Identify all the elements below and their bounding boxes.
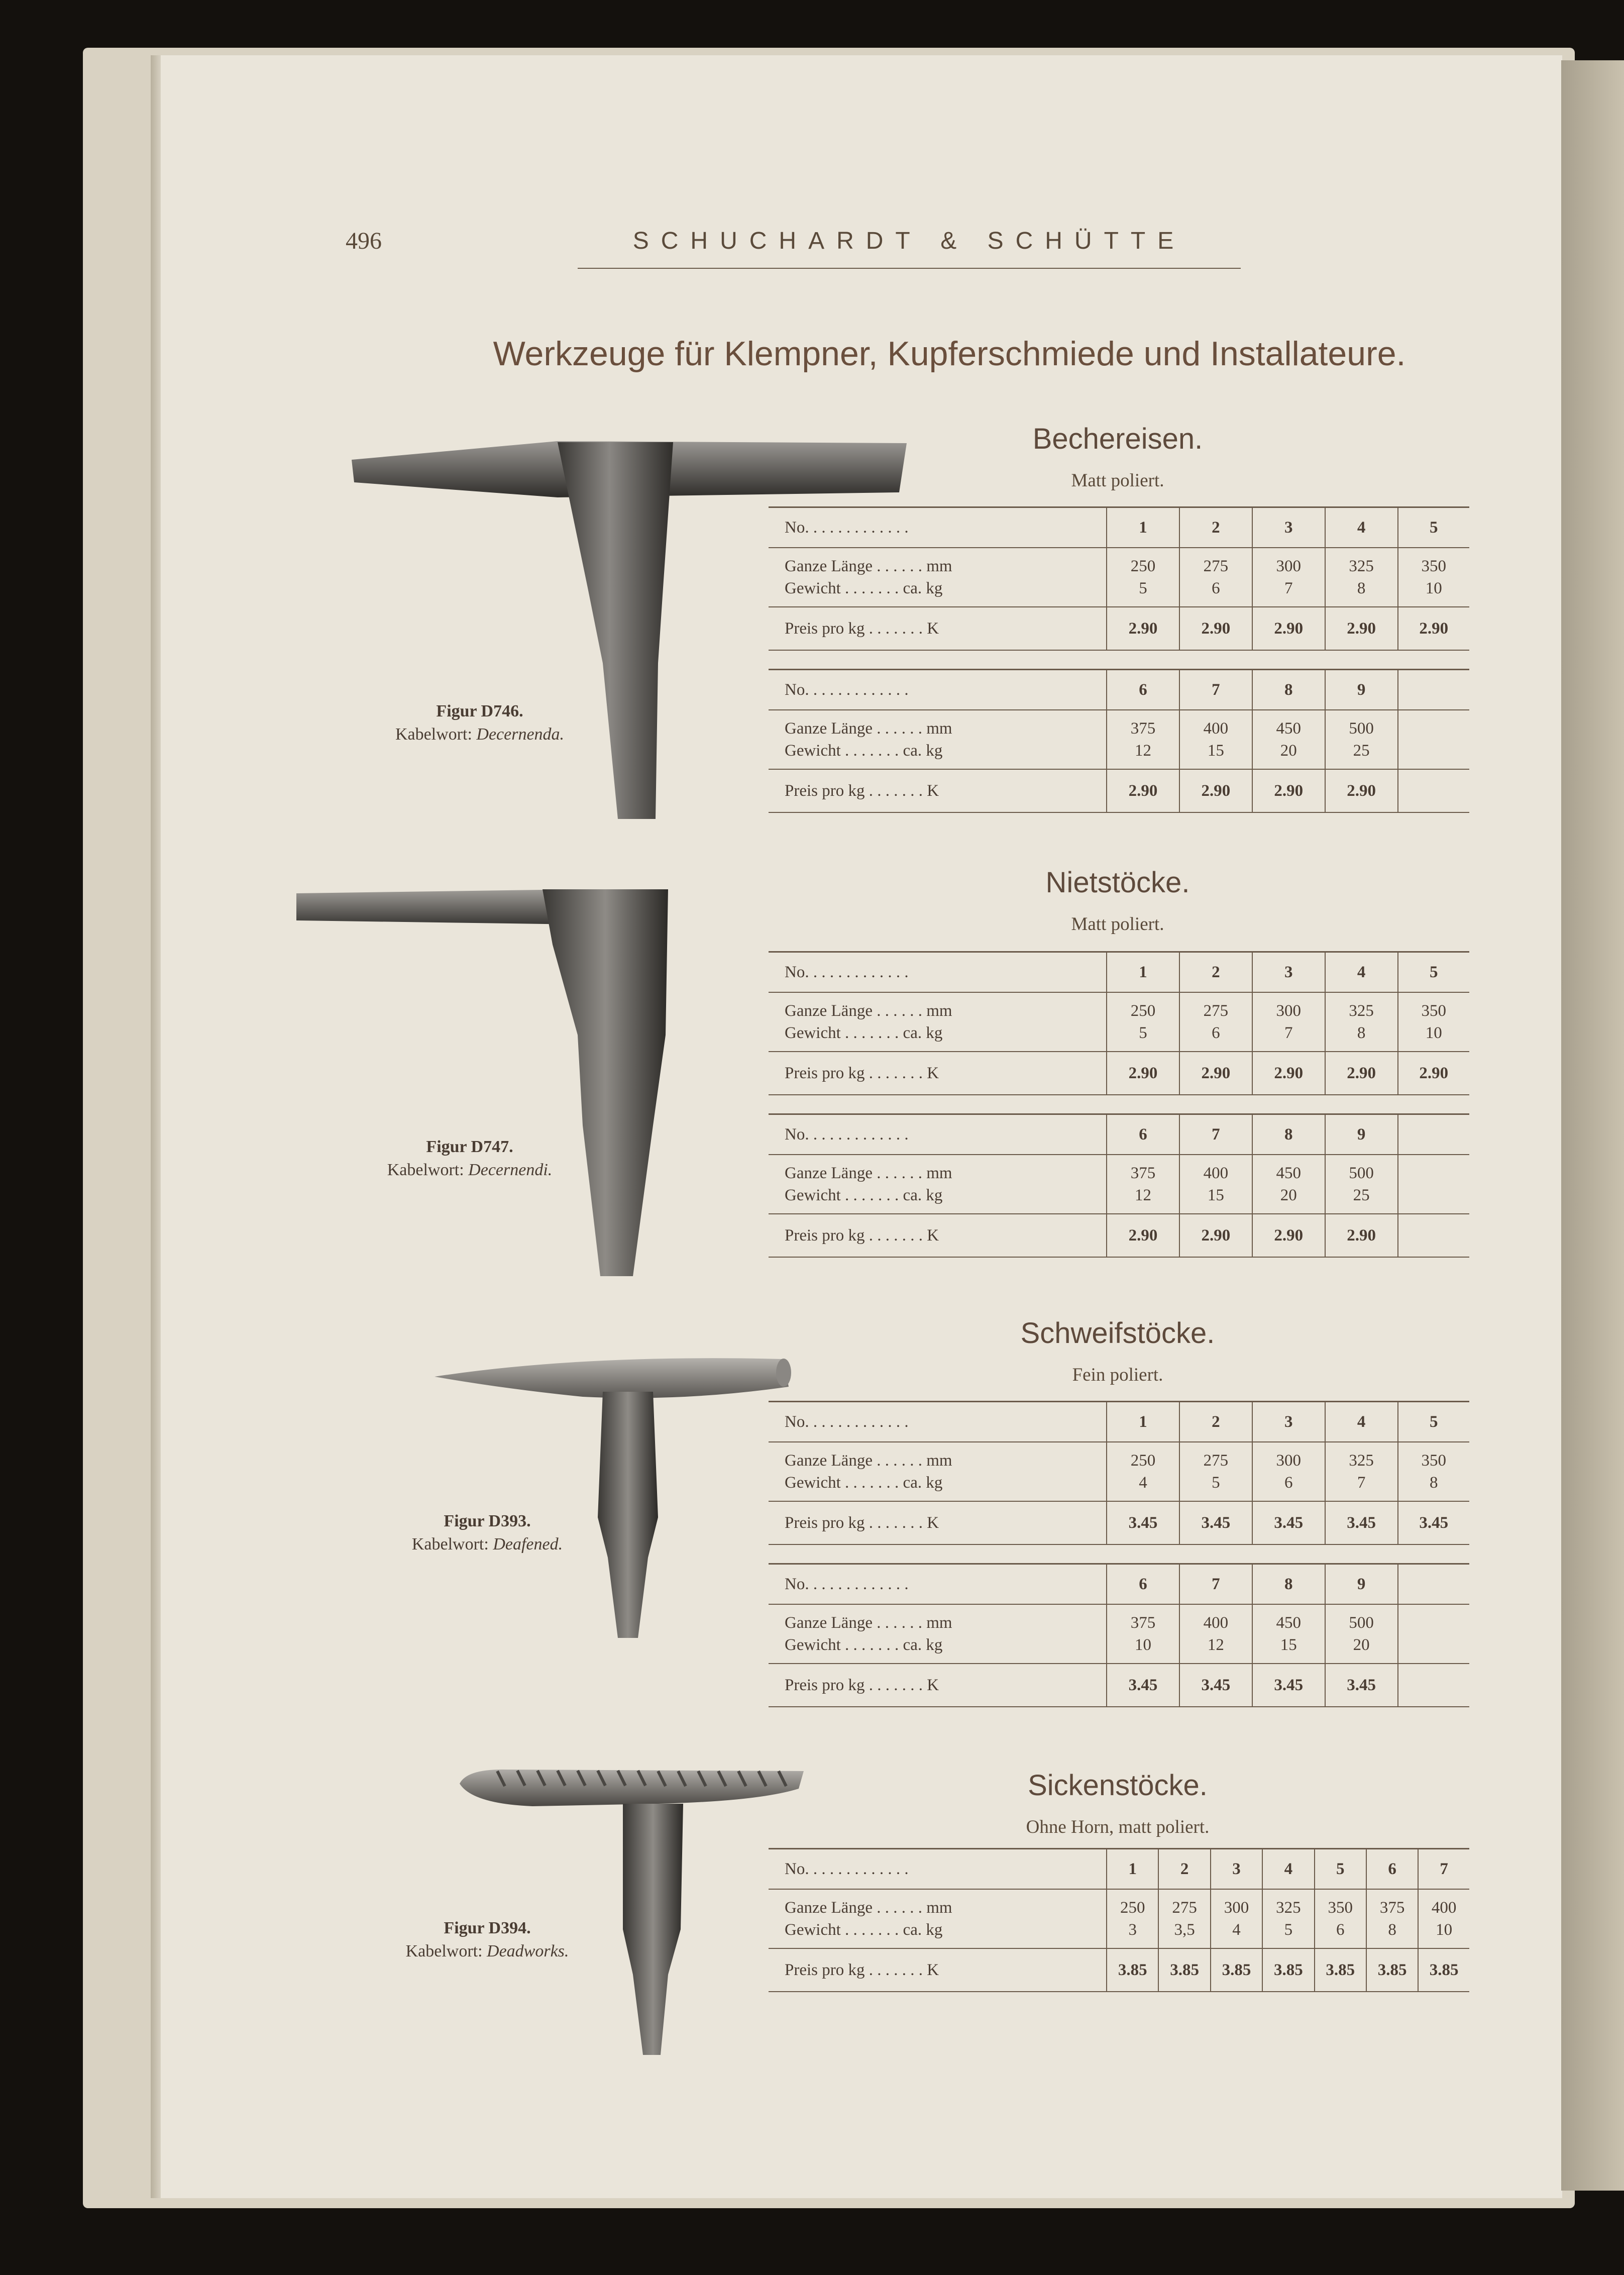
size-number: 6 [1366, 1849, 1418, 1890]
row-label: No. . . . . . . . . . . . . [769, 1564, 1107, 1605]
price-value: 3.85 [1315, 1948, 1366, 1992]
size-number: 7 [1418, 1849, 1469, 1890]
dimension-cell [1179, 1604, 1252, 1664]
gewicht-value: 12 [1134, 1186, 1151, 1204]
dimension-cell [1179, 992, 1252, 1052]
dimension-cell [1107, 1442, 1179, 1501]
size-number: 5 [1398, 1402, 1470, 1442]
size-number: 1 [1107, 952, 1179, 993]
price-value: 2.90 [1325, 607, 1398, 650]
price-value: 2.90 [1107, 1214, 1179, 1257]
size-number: 8 [1252, 1114, 1325, 1155]
laenge-value: 350 [1421, 1452, 1446, 1470]
row-label: No. . . . . . . . . . . . . [769, 952, 1107, 993]
laenge-value: 350 [1328, 1899, 1353, 1917]
price-value [1398, 769, 1470, 812]
price-value: 2.90 [1325, 769, 1398, 812]
price-row [769, 1214, 1469, 1257]
section-subtitle-nietstoecke: Matt poliert. [1071, 914, 1164, 935]
size-number: 1 [1107, 1402, 1179, 1442]
price-row [769, 1664, 1469, 1707]
spec-table-schweifstoecke [769, 1401, 1469, 1707]
size-number: 8 [1252, 1564, 1325, 1605]
gewicht-value: 6 [1284, 1474, 1293, 1492]
laenge-label: Ganze Länge . . . . . . mm [785, 719, 952, 738]
gewicht-value: 6 [1336, 1921, 1345, 1939]
page-number: 496 [346, 228, 382, 254]
size-number: 8 [1252, 670, 1325, 710]
size-number: 7 [1179, 1114, 1252, 1155]
dimension-cell [1107, 1604, 1179, 1664]
price-value [1398, 1664, 1470, 1707]
gewicht-value: 7 [1357, 1474, 1366, 1492]
price-value: 3.45 [1179, 1664, 1252, 1707]
laenge-value: 325 [1349, 1452, 1374, 1470]
row-label [769, 548, 1107, 607]
size-number-row [769, 507, 1469, 548]
laenge-value: 375 [1130, 1614, 1156, 1632]
dimension-row [769, 1604, 1469, 1664]
dimension-cell [1179, 1442, 1252, 1501]
price-value: 3.85 [1211, 1948, 1262, 1992]
price-row [769, 607, 1469, 650]
size-number [1398, 670, 1470, 710]
laenge-value: 350 [1421, 557, 1446, 575]
row-label: No. . . . . . . . . . . . . [769, 670, 1107, 710]
gewicht-value: 15 [1207, 1186, 1224, 1204]
laenge-value: 300 [1224, 1899, 1249, 1917]
size-number: 6 [1107, 1564, 1179, 1605]
size-number: 3 [1252, 507, 1325, 548]
dimension-cell [1398, 710, 1470, 769]
nietstock-illustration [291, 884, 673, 1281]
laenge-value: 400 [1431, 1899, 1457, 1917]
size-number-row [769, 1402, 1469, 1442]
dimension-cell [1252, 1155, 1325, 1214]
laenge-value: 275 [1172, 1899, 1197, 1917]
gewicht-value: 7 [1284, 1024, 1293, 1042]
gewicht-value: 10 [1425, 1024, 1442, 1042]
figure-label: Figur D746. [436, 702, 523, 720]
dimension-cell [1366, 1889, 1418, 1948]
row-label [769, 992, 1107, 1052]
dimension-cell [1107, 1889, 1158, 1948]
size-number [1398, 1114, 1470, 1155]
section-subtitle-schweifstoecke: Fein poliert. [1072, 1365, 1163, 1385]
header-rule [578, 268, 1241, 269]
gewicht-value: 4 [1232, 1921, 1241, 1939]
gewicht-label: Gewicht . . . . . . . ca. kg [785, 1024, 943, 1042]
laenge-value: 275 [1203, 1002, 1229, 1020]
size-number: 2 [1179, 507, 1252, 548]
kabelwort-label: Kabelwort: [387, 1161, 464, 1179]
laenge-value: 375 [1130, 1164, 1156, 1182]
dimension-cell [1315, 1889, 1366, 1948]
dimension-cell [1252, 710, 1325, 769]
laenge-value: 500 [1349, 1614, 1374, 1632]
gewicht-label: Gewicht . . . . . . . ca. kg [785, 1636, 943, 1654]
size-number: 7 [1179, 1564, 1252, 1605]
row-label: No. . . . . . . . . . . . . [769, 1402, 1107, 1442]
gewicht-value: 25 [1353, 742, 1370, 760]
laenge-value: 500 [1349, 719, 1374, 738]
size-number-row [769, 1114, 1469, 1155]
kabelwort: Deafened. [493, 1535, 563, 1554]
gewicht-value: 12 [1207, 1636, 1224, 1654]
price-row [769, 1052, 1469, 1095]
kabelwort: Deadworks. [487, 1942, 569, 1960]
figure-caption-d746 [372, 700, 588, 746]
row-label: Preis pro kg . . . . . . . K [769, 1052, 1107, 1095]
gewicht-value: 20 [1353, 1636, 1370, 1654]
dimension-cell [1398, 1442, 1470, 1501]
price-value: 2.90 [1398, 607, 1470, 650]
dimension-row [769, 1155, 1469, 1214]
price-value: 3.45 [1252, 1664, 1325, 1707]
price-value: 3.85 [1158, 1948, 1210, 1992]
size-number: 3 [1252, 952, 1325, 993]
dimension-cell [1325, 992, 1398, 1052]
gewicht-value: 6 [1212, 579, 1220, 597]
price-value: 3.45 [1398, 1501, 1470, 1544]
figure-label: Figur D747. [426, 1138, 513, 1156]
size-number: 4 [1262, 1849, 1314, 1890]
price-value: 3.45 [1325, 1501, 1398, 1544]
price-value: 2.90 [1252, 1052, 1325, 1095]
price-value: 2.90 [1398, 1052, 1470, 1095]
dimension-cell [1398, 548, 1470, 607]
gewicht-value: 5 [1284, 1921, 1293, 1939]
dimension-cell [1398, 992, 1470, 1052]
dimension-row [769, 710, 1469, 769]
gewicht-value: 8 [1430, 1474, 1438, 1492]
size-number-row [769, 1849, 1469, 1890]
dimension-row [769, 1442, 1469, 1501]
dimension-cell [1107, 992, 1179, 1052]
price-value: 2.90 [1325, 1214, 1398, 1257]
laenge-label: Ganze Länge . . . . . . mm [785, 1899, 952, 1917]
laenge-label: Ganze Länge . . . . . . mm [785, 557, 952, 575]
size-number: 3 [1252, 1402, 1325, 1442]
laenge-value: 400 [1203, 1614, 1229, 1632]
row-label: Preis pro kg . . . . . . . K [769, 1501, 1107, 1544]
gewicht-label: Gewicht . . . . . . . ca. kg [785, 579, 943, 597]
size-number: 6 [1107, 1114, 1179, 1155]
price-value: 3.45 [1179, 1501, 1252, 1544]
size-number [1398, 1564, 1470, 1605]
dimension-cell [1107, 548, 1179, 607]
laenge-value: 500 [1349, 1164, 1374, 1182]
row-label: Preis pro kg . . . . . . . K [769, 1664, 1107, 1707]
gewicht-value: 12 [1134, 742, 1151, 760]
laenge-value: 275 [1203, 557, 1229, 575]
dimension-cell [1325, 1155, 1398, 1214]
size-number-row [769, 670, 1469, 710]
schweifstock-illustration [432, 1352, 794, 1643]
dimension-cell [1158, 1889, 1210, 1948]
size-number: 5 [1398, 952, 1470, 993]
dimension-cell [1325, 1442, 1398, 1501]
dimension-cell [1398, 1604, 1470, 1664]
price-value: 3.85 [1418, 1948, 1469, 1992]
price-value: 2.90 [1179, 1214, 1252, 1257]
laenge-value: 275 [1203, 1452, 1229, 1470]
price-value: 3.45 [1252, 1501, 1325, 1544]
figure-caption-d394 [379, 1917, 595, 1963]
laenge-value: 300 [1276, 1002, 1301, 1020]
laenge-value: 375 [1379, 1899, 1405, 1917]
dimension-cell [1325, 548, 1398, 607]
dimension-cell [1325, 710, 1398, 769]
laenge-label: Ganze Länge . . . . . . mm [785, 1164, 952, 1182]
section-title-schweifstoecke: Schweifstöcke. [1020, 1317, 1215, 1350]
gewicht-value: 10 [1425, 579, 1442, 597]
row-label [769, 1889, 1107, 1948]
running-header: SCHUCHARDT & SCHÜTTE [632, 228, 1186, 254]
size-number: 3 [1211, 1849, 1262, 1890]
dimension-cell [1211, 1889, 1262, 1948]
size-number: 9 [1325, 1564, 1398, 1605]
dimension-row [769, 992, 1469, 1052]
dimension-cell [1252, 1604, 1325, 1664]
row-label: No. . . . . . . . . . . . . [769, 1849, 1107, 1890]
gewicht-value: 8 [1357, 1024, 1366, 1042]
gewicht-value: 6 [1212, 1024, 1220, 1042]
gewicht-value: 3 [1128, 1921, 1137, 1939]
dimension-cell [1262, 1889, 1314, 1948]
gewicht-value: 7 [1284, 579, 1293, 597]
dimension-row [769, 1889, 1469, 1948]
laenge-value: 250 [1130, 1002, 1156, 1020]
laenge-value: 450 [1276, 719, 1301, 738]
gewicht-value: 5 [1139, 579, 1147, 597]
row-label [769, 710, 1107, 769]
dimension-cell [1179, 1155, 1252, 1214]
price-row [769, 769, 1469, 812]
section-title-bechereisen: Bechereisen. [1032, 423, 1203, 455]
size-number: 4 [1325, 1402, 1398, 1442]
size-number: 9 [1325, 1114, 1398, 1155]
gewicht-label: Gewicht . . . . . . . ca. kg [785, 742, 943, 760]
row-label: Preis pro kg . . . . . . . K [769, 769, 1107, 812]
laenge-value: 250 [1130, 1452, 1156, 1470]
gewicht-value: 10 [1436, 1921, 1453, 1939]
price-value: 3.45 [1107, 1501, 1179, 1544]
gewicht-value: 25 [1353, 1186, 1370, 1204]
laenge-value: 400 [1203, 1164, 1229, 1182]
laenge-value: 250 [1130, 557, 1156, 575]
size-number-row [769, 1564, 1469, 1605]
row-label: Preis pro kg . . . . . . . K [769, 1214, 1107, 1257]
section-title-sickenstoecke: Sickenstöcke. [1028, 1769, 1208, 1802]
kabelwort: Decernendi. [468, 1161, 553, 1179]
size-number-row [769, 952, 1469, 993]
dimension-cell [1179, 548, 1252, 607]
size-number: 4 [1325, 952, 1398, 993]
price-value: 2.90 [1252, 769, 1325, 812]
facing-page-edge [1561, 60, 1624, 2191]
laenge-label: Ganze Länge . . . . . . mm [785, 1002, 952, 1020]
laenge-value: 325 [1349, 1002, 1374, 1020]
figure-label: Figur D393. [444, 1512, 531, 1530]
dimension-cell [1252, 548, 1325, 607]
size-number: 2 [1179, 1402, 1252, 1442]
price-value: 3.85 [1107, 1948, 1158, 1992]
kabelwort-label: Kabelwort: [411, 1535, 489, 1554]
spec-table-sickenstoecke [769, 1848, 1469, 1992]
price-row [769, 1948, 1469, 1992]
size-number: 5 [1398, 507, 1470, 548]
laenge-value: 300 [1276, 1452, 1301, 1470]
laenge-value: 325 [1276, 1899, 1301, 1917]
price-value: 2.90 [1179, 769, 1252, 812]
price-row [769, 1501, 1469, 1544]
gewicht-value: 15 [1280, 1636, 1297, 1654]
page-title: Werkzeuge für Klempner, Kupferschmiede und Installateure. [493, 335, 1406, 373]
row-label: Preis pro kg . . . . . . . K [769, 1948, 1107, 1992]
dimension-cell [1325, 1604, 1398, 1664]
laenge-label: Ganze Länge . . . . . . mm [785, 1452, 952, 1470]
gewicht-label: Gewicht . . . . . . . ca. kg [785, 1474, 943, 1492]
section-title-nietstoecke: Nietstöcke. [1045, 866, 1190, 899]
price-value: 3.85 [1262, 1948, 1314, 1992]
kabelwort-label: Kabelwort: [405, 1942, 483, 1960]
price-value: 2.90 [1252, 607, 1325, 650]
spec-table-nietstoecke [769, 951, 1469, 1258]
laenge-value: 250 [1120, 1899, 1145, 1917]
size-number: 1 [1107, 1849, 1158, 1890]
gewicht-value: 10 [1134, 1636, 1151, 1654]
row-label: No. . . . . . . . . . . . . [769, 1114, 1107, 1155]
size-number: 7 [1179, 670, 1252, 710]
price-value [1398, 1214, 1470, 1257]
dimension-cell [1252, 992, 1325, 1052]
laenge-value: 300 [1276, 557, 1301, 575]
gewicht-value: 3,5 [1174, 1921, 1195, 1939]
laenge-value: 450 [1276, 1164, 1301, 1182]
price-value: 3.85 [1366, 1948, 1418, 1992]
row-label [769, 1604, 1107, 1664]
price-value: 3.45 [1325, 1664, 1398, 1707]
kabelwort-label: Kabelwort: [395, 725, 472, 744]
gewicht-label: Gewicht . . . . . . . ca. kg [785, 1186, 943, 1204]
dimension-row [769, 548, 1469, 607]
laenge-value: 450 [1276, 1614, 1301, 1632]
price-value: 2.90 [1325, 1052, 1398, 1095]
dimension-cell [1252, 1442, 1325, 1501]
row-label [769, 1442, 1107, 1501]
size-number: 9 [1325, 670, 1398, 710]
price-value: 2.90 [1179, 607, 1252, 650]
figure-label: Figur D394. [444, 1919, 531, 1937]
gewicht-value: 8 [1357, 579, 1366, 597]
row-label [769, 1155, 1107, 1214]
figure-caption-d393 [379, 1510, 595, 1556]
kabelwort: Decernenda. [476, 725, 565, 744]
laenge-value: 375 [1130, 719, 1156, 738]
laenge-value: 350 [1421, 1002, 1446, 1020]
gewicht-value: 5 [1139, 1024, 1147, 1042]
sickenstock-illustration [457, 1764, 809, 2060]
size-number: 2 [1158, 1849, 1210, 1890]
gewicht-value: 4 [1139, 1474, 1147, 1492]
laenge-value: 400 [1203, 719, 1229, 738]
gewicht-value: 20 [1280, 742, 1297, 760]
price-value: 2.90 [1107, 1052, 1179, 1095]
gewicht-value: 5 [1212, 1474, 1220, 1492]
gewicht-value: 8 [1388, 1921, 1396, 1939]
price-value: 2.90 [1107, 607, 1179, 650]
laenge-value: 325 [1349, 557, 1374, 575]
spec-table-bechereisen [769, 506, 1469, 813]
price-value: 2.90 [1107, 769, 1179, 812]
size-number: 1 [1107, 507, 1179, 548]
figure-caption-d747 [362, 1135, 578, 1182]
section-subtitle-sickenstoecke: Ohne Horn, matt poliert. [1026, 1817, 1210, 1837]
dimension-cell [1107, 1155, 1179, 1214]
dimension-cell [1418, 1889, 1469, 1948]
size-number: 2 [1179, 952, 1252, 993]
size-number: 6 [1107, 670, 1179, 710]
price-value: 2.90 [1179, 1052, 1252, 1095]
row-label: No. . . . . . . . . . . . . [769, 507, 1107, 548]
dimension-cell [1179, 710, 1252, 769]
size-number: 5 [1315, 1849, 1366, 1890]
gewicht-value: 20 [1280, 1186, 1297, 1204]
gewicht-label: Gewicht . . . . . . . ca. kg [785, 1921, 943, 1939]
price-value: 2.90 [1252, 1214, 1325, 1257]
price-value: 3.45 [1107, 1664, 1179, 1707]
laenge-label: Ganze Länge . . . . . . mm [785, 1614, 952, 1632]
row-label: Preis pro kg . . . . . . . K [769, 607, 1107, 650]
gewicht-value: 15 [1207, 742, 1224, 760]
size-number: 4 [1325, 507, 1398, 548]
section-subtitle-bechereisen: Matt poliert. [1071, 470, 1164, 491]
dimension-cell [1107, 710, 1179, 769]
dimension-cell [1398, 1155, 1470, 1214]
